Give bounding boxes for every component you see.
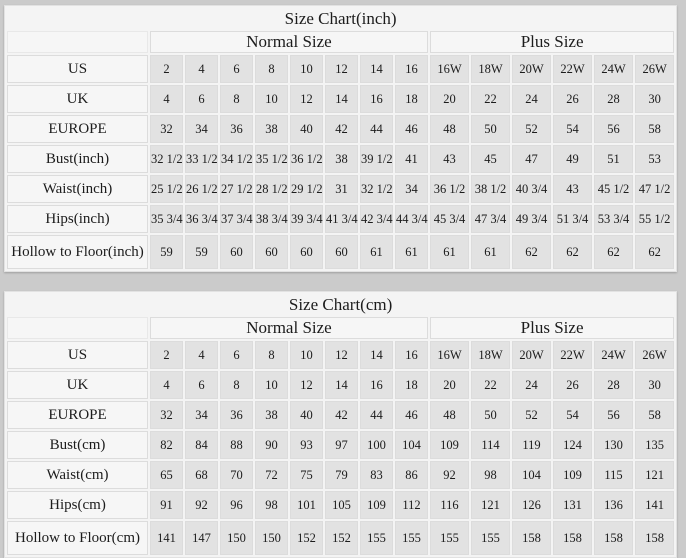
size-value-cell: 52 [512,401,551,429]
size-value-cell: 6 [185,85,218,113]
table-row [7,371,674,399]
row-label: Bust(inch) [7,145,148,173]
size-value-cell: 38 [325,145,358,173]
size-value-cell: 25 1/2 [150,175,183,203]
size-value-cell: 61 [430,235,469,269]
size-value-cell: 41 3/4 [325,205,358,233]
size-value-cell: 12 [325,55,358,83]
size-value-cell: 39 3/4 [290,205,323,233]
size-value-cell: 24 [512,85,551,113]
size-value-cell: 56 [594,115,633,143]
size-value-cell: 16 [360,85,393,113]
size-value-cell: 147 [185,521,218,555]
size-value-cell: 8 [220,85,253,113]
size-value-cell: 41 [395,145,428,173]
size-value-cell: 116 [430,491,469,519]
row-label: Hips(cm) [7,491,148,519]
size-value-cell: 44 3/4 [395,205,428,233]
table-row [7,431,674,459]
size-value-cell: 22W [553,341,592,369]
size-value-cell: 88 [220,431,253,459]
size-value-cell: 18 [395,371,428,399]
table-row [7,235,674,269]
size-value-cell: 12 [290,371,323,399]
size-value-cell: 62 [553,235,592,269]
size-chart-inch-table [4,5,677,272]
size-value-cell: 84 [185,431,218,459]
size-value-cell: 155 [395,521,428,555]
group-header-normal-size: Normal Size [150,317,428,339]
size-value-cell: 115 [594,461,633,489]
size-value-cell: 44 [360,115,393,143]
size-value-cell: 32 [150,401,183,429]
size-value-cell: 10 [290,341,323,369]
size-value-cell: 32 [150,115,183,143]
table-row [7,491,674,519]
size-value-cell: 100 [360,431,393,459]
size-value-cell: 8 [255,55,288,83]
group-header-plus-size: Plus Size [430,31,674,53]
size-value-cell: 135 [635,431,674,459]
size-value-cell: 36 [220,115,253,143]
size-value-cell: 121 [471,491,510,519]
size-value-cell: 12 [290,85,323,113]
row-label: UK [7,85,148,113]
size-value-cell: 51 [594,145,633,173]
size-value-cell: 141 [635,491,674,519]
size-value-cell: 20 [430,371,469,399]
table-row [7,115,674,143]
size-value-cell: 30 [635,85,674,113]
size-value-cell: 62 [635,235,674,269]
row-label: Waist(inch) [7,175,148,203]
size-value-cell: 105 [325,491,358,519]
size-value-cell: 49 3/4 [512,205,551,233]
row-label: Hollow to Floor(cm) [7,521,148,555]
size-value-cell: 155 [430,521,469,555]
size-value-cell: 62 [594,235,633,269]
size-value-cell: 20 [430,85,469,113]
size-value-cell: 158 [594,521,633,555]
size-value-cell: 155 [360,521,393,555]
size-value-cell: 6 [220,341,253,369]
table-row [7,461,674,489]
size-value-cell: 24W [594,341,633,369]
row-label: Bust(cm) [7,431,148,459]
size-value-cell: 26W [635,55,674,83]
size-value-cell: 60 [255,235,288,269]
size-value-cell: 53 [635,145,674,173]
row-label: EUROPE [7,115,148,143]
size-value-cell: 121 [635,461,674,489]
size-value-cell: 114 [471,431,510,459]
table-title-row [7,8,674,29]
size-value-cell: 131 [553,491,592,519]
size-value-cell: 10 [290,55,323,83]
table-title: Size Chart(cm) [7,294,674,315]
size-value-cell: 16W [430,341,469,369]
size-value-cell: 92 [185,491,218,519]
size-value-cell: 61 [360,235,393,269]
size-value-cell: 98 [255,491,288,519]
size-value-cell: 46 [395,401,428,429]
size-value-cell: 4 [185,55,218,83]
size-value-cell: 150 [255,521,288,555]
size-value-cell: 38 1/2 [471,175,510,203]
size-value-cell: 26 [553,371,592,399]
size-value-cell: 6 [220,55,253,83]
size-value-cell: 18W [471,55,510,83]
size-value-cell: 56 [594,401,633,429]
size-value-cell: 31 [325,175,358,203]
size-value-cell: 136 [594,491,633,519]
size-value-cell: 26 [553,85,592,113]
table-row [7,85,674,113]
size-value-cell: 29 1/2 [290,175,323,203]
size-value-cell: 37 3/4 [220,205,253,233]
size-value-cell: 14 [360,341,393,369]
size-value-cell: 97 [325,431,358,459]
size-value-cell: 26W [635,341,674,369]
size-value-cell: 47 1/2 [635,175,674,203]
size-value-cell: 4 [150,371,183,399]
size-value-cell: 90 [255,431,288,459]
size-value-cell: 62 [512,235,551,269]
size-value-cell: 51 3/4 [553,205,592,233]
size-value-cell: 50 [471,401,510,429]
size-value-cell: 28 [594,371,633,399]
size-value-cell: 119 [512,431,551,459]
row-label: Hips(inch) [7,205,148,233]
size-value-cell: 40 3/4 [512,175,551,203]
size-value-cell: 82 [150,431,183,459]
table-row [7,341,674,369]
table-title: Size Chart(inch) [7,8,674,29]
size-value-cell: 14 [325,371,358,399]
size-value-cell: 83 [360,461,393,489]
group-header-plus-size: Plus Size [430,317,674,339]
group-header-row [7,31,674,53]
size-value-cell: 26 1/2 [185,175,218,203]
size-value-cell: 40 [290,401,323,429]
table-row [7,175,674,203]
size-value-cell: 24W [594,55,633,83]
size-value-cell: 16W [430,55,469,83]
size-value-cell: 158 [635,521,674,555]
size-value-cell: 58 [635,115,674,143]
size-value-cell: 48 [430,401,469,429]
size-value-cell: 79 [325,461,358,489]
size-value-cell: 86 [395,461,428,489]
size-value-cell: 47 [512,145,551,173]
size-value-cell: 150 [220,521,253,555]
size-value-cell: 33 1/2 [185,145,218,173]
size-value-cell: 59 [150,235,183,269]
table-row [7,145,674,173]
row-label: Hollow to Floor(inch) [7,235,148,269]
size-value-cell: 20W [512,341,551,369]
row-label: US [7,55,148,83]
size-value-cell: 92 [430,461,469,489]
size-value-cell: 22 [471,371,510,399]
size-value-cell: 70 [220,461,253,489]
size-value-cell: 4 [185,341,218,369]
size-value-cell: 38 [255,115,288,143]
size-value-cell: 109 [360,491,393,519]
size-value-cell: 36 1/2 [430,175,469,203]
size-value-cell: 16 [360,371,393,399]
size-value-cell: 34 [185,401,218,429]
size-value-cell: 126 [512,491,551,519]
size-value-cell: 36 1/2 [290,145,323,173]
row-label: Waist(cm) [7,461,148,489]
row-label: EUROPE [7,401,148,429]
size-value-cell: 30 [635,371,674,399]
size-value-cell: 10 [255,371,288,399]
table-row [7,521,674,555]
size-value-cell: 93 [290,431,323,459]
size-value-cell: 42 [325,115,358,143]
size-value-cell: 55 1/2 [635,205,674,233]
size-value-cell: 36 3/4 [185,205,218,233]
size-value-cell: 72 [255,461,288,489]
size-value-cell: 158 [553,521,592,555]
size-value-cell: 10 [255,85,288,113]
group-header-row [7,317,674,339]
size-value-cell: 75 [290,461,323,489]
size-value-cell: 39 1/2 [360,145,393,173]
size-value-cell: 141 [150,521,183,555]
size-value-cell: 47 3/4 [471,205,510,233]
size-value-cell: 158 [512,521,551,555]
size-value-cell: 32 1/2 [150,145,183,173]
table-title-row [7,294,674,315]
size-value-cell: 16 [395,55,428,83]
size-value-cell: 18 [395,85,428,113]
size-value-cell: 50 [471,115,510,143]
size-value-cell: 155 [471,521,510,555]
size-value-cell: 2 [150,55,183,83]
row-label: UK [7,371,148,399]
size-value-cell: 65 [150,461,183,489]
size-value-cell: 35 3/4 [150,205,183,233]
size-value-cell: 40 [290,115,323,143]
size-value-cell: 109 [430,431,469,459]
size-value-cell: 2 [150,341,183,369]
size-value-cell: 14 [325,85,358,113]
size-value-cell: 28 [594,85,633,113]
size-value-cell: 58 [635,401,674,429]
size-value-cell: 68 [185,461,218,489]
size-value-cell: 61 [395,235,428,269]
size-value-cell: 12 [325,341,358,369]
size-value-cell: 27 1/2 [220,175,253,203]
size-value-cell: 104 [512,461,551,489]
size-value-cell: 20W [512,55,551,83]
size-value-cell: 109 [553,461,592,489]
size-value-cell: 112 [395,491,428,519]
size-value-cell: 152 [325,521,358,555]
size-chart-cm-table [4,291,677,558]
size-value-cell: 53 3/4 [594,205,633,233]
size-value-cell: 28 1/2 [255,175,288,203]
size-value-cell: 32 1/2 [360,175,393,203]
size-value-cell: 46 [395,115,428,143]
table-row [7,55,674,83]
size-value-cell: 101 [290,491,323,519]
size-value-cell: 124 [553,431,592,459]
size-value-cell: 45 [471,145,510,173]
size-value-cell: 91 [150,491,183,519]
size-value-cell: 8 [220,371,253,399]
size-value-cell: 60 [290,235,323,269]
size-value-cell: 45 1/2 [594,175,633,203]
table-row [7,205,674,233]
size-value-cell: 52 [512,115,551,143]
size-value-cell: 38 [255,401,288,429]
size-value-cell: 152 [290,521,323,555]
size-value-cell: 43 [430,145,469,173]
size-value-cell: 45 3/4 [430,205,469,233]
size-value-cell: 60 [220,235,253,269]
size-value-cell: 34 1/2 [220,145,253,173]
size-value-cell: 61 [471,235,510,269]
size-value-cell: 43 [553,175,592,203]
size-value-cell: 14 [360,55,393,83]
size-value-cell: 4 [150,85,183,113]
size-value-cell: 130 [594,431,633,459]
corner-cell [7,317,148,339]
size-value-cell: 44 [360,401,393,429]
size-value-cell: 34 [185,115,218,143]
size-value-cell: 42 [325,401,358,429]
size-value-cell: 104 [395,431,428,459]
size-value-cell: 49 [553,145,592,173]
corner-cell [7,31,148,53]
size-value-cell: 34 [395,175,428,203]
size-value-cell: 54 [553,115,592,143]
size-value-cell: 48 [430,115,469,143]
size-value-cell: 22 [471,85,510,113]
size-value-cell: 8 [255,341,288,369]
size-value-cell: 96 [220,491,253,519]
size-value-cell: 60 [325,235,358,269]
size-value-cell: 59 [185,235,218,269]
size-value-cell: 38 3/4 [255,205,288,233]
size-value-cell: 36 [220,401,253,429]
row-label: US [7,341,148,369]
size-value-cell: 6 [185,371,218,399]
size-value-cell: 98 [471,461,510,489]
size-value-cell: 42 3/4 [360,205,393,233]
size-value-cell: 54 [553,401,592,429]
size-value-cell: 18W [471,341,510,369]
group-header-normal-size: Normal Size [150,31,428,53]
size-value-cell: 16 [395,341,428,369]
size-value-cell: 24 [512,371,551,399]
table-row [7,401,674,429]
size-value-cell: 35 1/2 [255,145,288,173]
size-value-cell: 22W [553,55,592,83]
